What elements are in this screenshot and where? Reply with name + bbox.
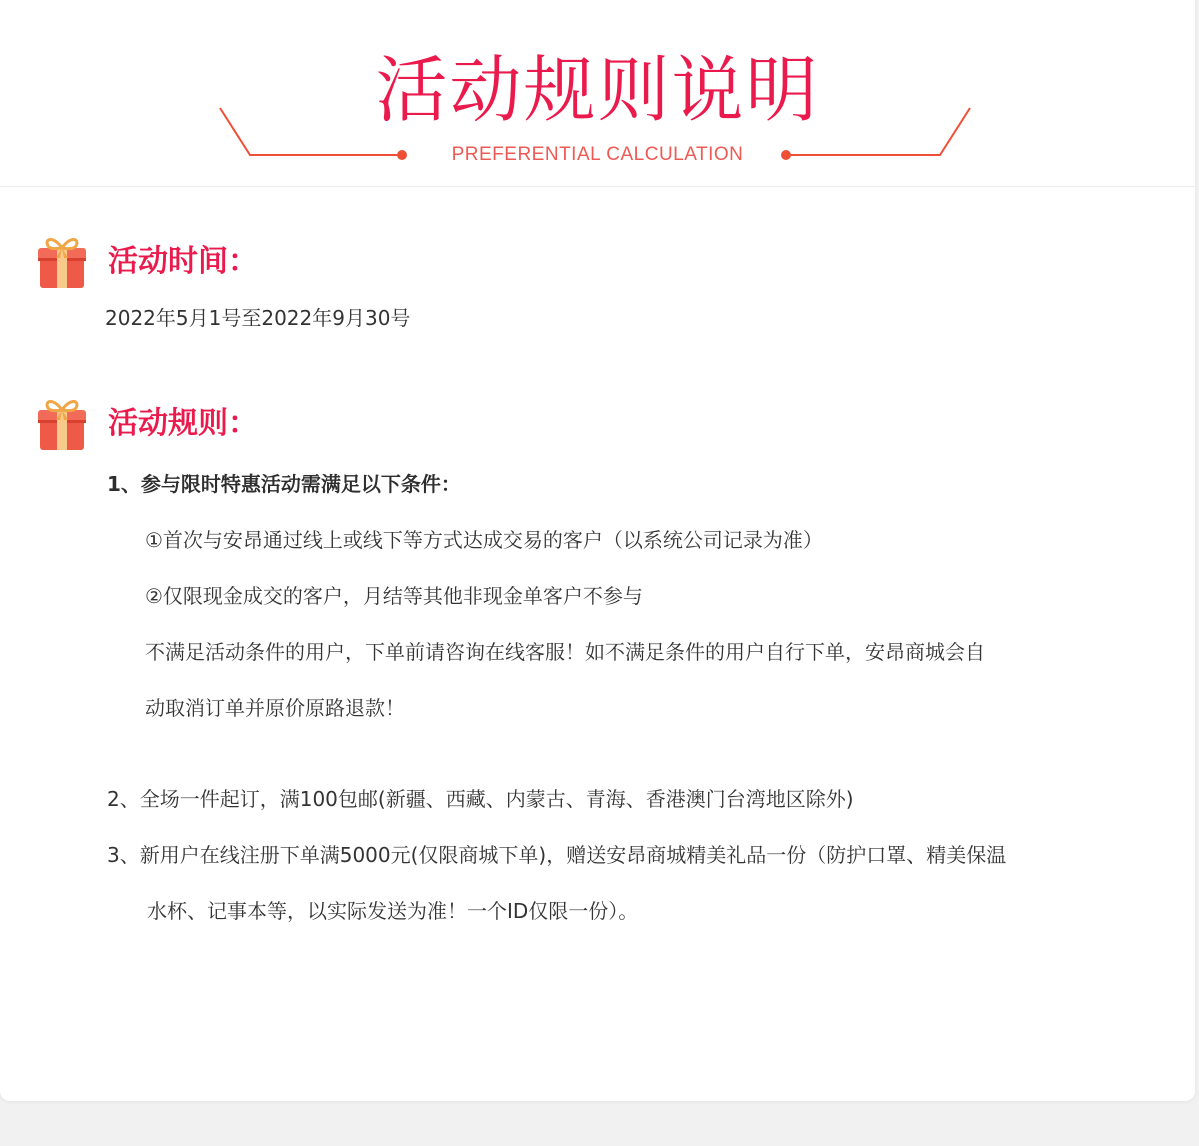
page-title: 活动规则说明 bbox=[375, 48, 820, 132]
section-title-time: 活动时间： bbox=[108, 244, 258, 279]
activity-time-text: 2022年5月1号至2022年9月30号 bbox=[105, 306, 411, 330]
page-subtitle: PREFERENTIAL CALCULATION bbox=[451, 144, 744, 165]
rule-1-note-line-1: 不满足活动条件的用户，下单前请咨询在线客服！如不满足条件的用户自行下单，安昂商城会自 bbox=[145, 640, 985, 664]
rule-1-note-line-2: 动取消订单并原价原路退款！ bbox=[145, 696, 405, 720]
rule-2-text: 2、全场一件起订，满100包邮(新疆、西藏、内蒙古、青海、香港澳门台湾地区除外) bbox=[107, 787, 854, 811]
rule-1-heading: 1、参与限时特惠活动需满足以下条件： bbox=[107, 472, 461, 496]
gift-box-icon bbox=[38, 234, 86, 290]
rule-1-condition-1: ①首次与安昂通过线上或线下等方式达成交易的客户（以系统公司记录为准） bbox=[145, 528, 823, 552]
section-title-rules: 活动规则： bbox=[108, 406, 258, 441]
rule-3-line-2: 水杯、记事本等，以实际发送为准！一个ID仅限一份）。 bbox=[147, 899, 639, 923]
rule-3-line-1: 3、新用户在线注册下单满5000元(仅限商城下单)，赠送安昂商城精美礼品一份（防护口罩、精美保温 bbox=[107, 843, 1007, 867]
rule-1-condition-2: ②仅限现金成交的客户，月结等其他非现金单客户不参与 bbox=[145, 584, 643, 608]
page-header bbox=[0, 0, 1195, 187]
gift-box-icon bbox=[38, 396, 86, 452]
